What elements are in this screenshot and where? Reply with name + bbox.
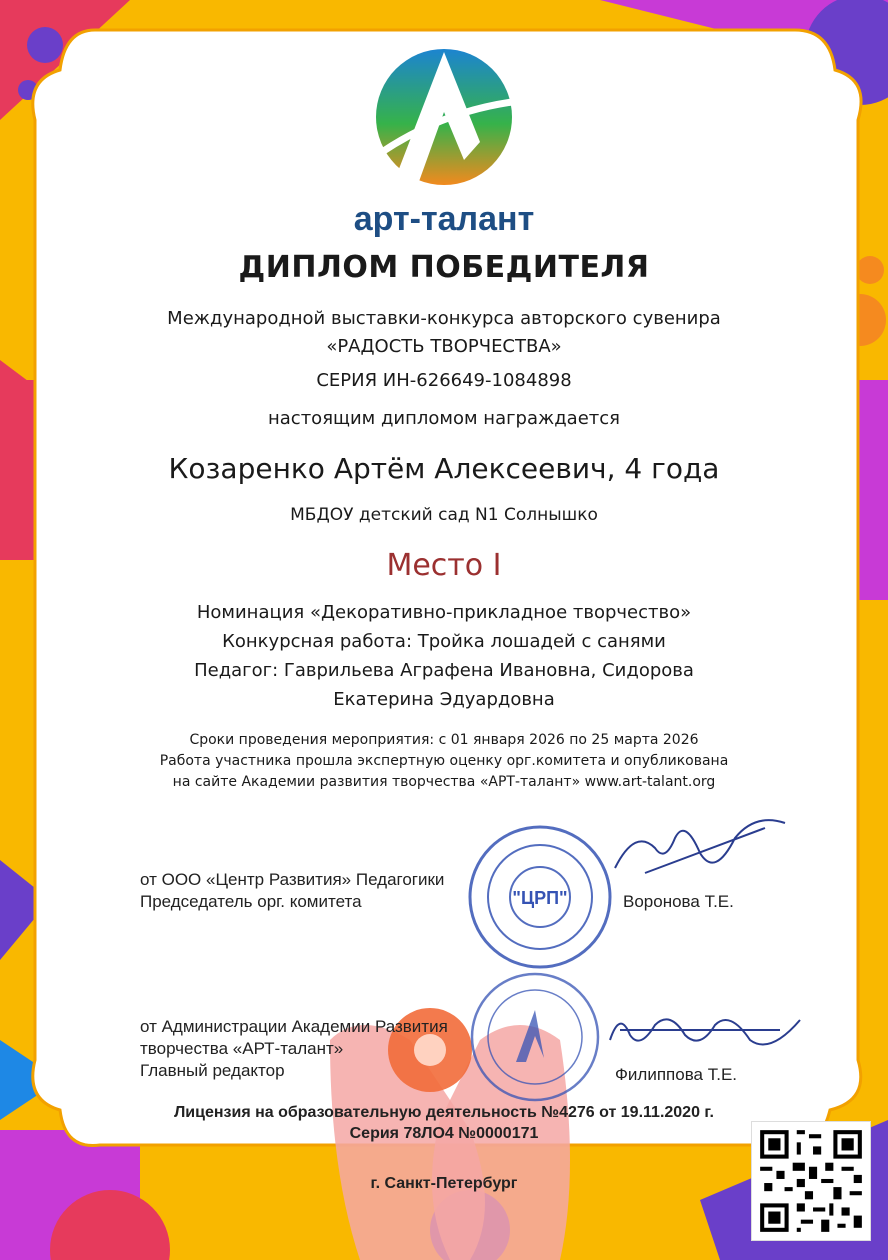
place-award: Место I bbox=[386, 548, 502, 583]
signatory-2-org: от Администрации Академии Развития bbox=[140, 1017, 448, 1036]
signatory-1-org: от ООО «Центр Развития» Педагогики bbox=[140, 870, 445, 889]
award-details bbox=[0, 598, 888, 714]
city: г. Санкт-Петербург bbox=[370, 1175, 518, 1192]
terms-line-3: на сайте Академии развития творчества «АРТ-талант» www.art-talant.org bbox=[172, 774, 716, 790]
event-terms bbox=[0, 730, 888, 793]
academy-stamp-icon bbox=[468, 970, 603, 1105]
signatory-1-name: Воронова Т.Е. bbox=[623, 892, 734, 911]
qr-code-graphic bbox=[752, 1122, 870, 1240]
license-line-1: Лицензия на образовательную деятельность №4276 от 19.11.2020 г. bbox=[174, 1104, 714, 1121]
brand-name: арт-талант bbox=[353, 200, 535, 238]
art-talant-logo-icon bbox=[372, 42, 517, 192]
terms-line-2: Работа участника прошла экспертную оценку орг.комитета и опубликована bbox=[159, 753, 729, 769]
recipient-name: Козаренко Артём Алексеевич, 4 года bbox=[168, 452, 720, 485]
qr-code-icon[interactable] bbox=[752, 1122, 870, 1240]
signatory-1-role: Председатель орг. комитета bbox=[140, 892, 362, 911]
teacher-line-1: Педагог: Гаврильева Аграфена Ивановна, Сидорова bbox=[194, 660, 694, 681]
contest-subtitle-line-1: Международной выставки-конкурса авторского сувенира bbox=[167, 308, 721, 329]
crp-stamp-icon bbox=[465, 822, 615, 972]
signatory-1-position bbox=[140, 869, 444, 913]
signatory-2-name: Филиппова Т.Е. bbox=[615, 1065, 738, 1084]
signatory-2-position bbox=[140, 1016, 448, 1082]
contest-subtitle-line-2: «РАДОСТЬ ТВОРЧЕСТВА» bbox=[326, 336, 562, 357]
nomination: Номинация «Декоративно-прикладное творчество» bbox=[196, 602, 692, 623]
contest-work: Конкурсная работа: Тройка лошадей с санями bbox=[222, 631, 666, 652]
signatory-2-org-2: творчества «АРТ-талант» bbox=[140, 1039, 344, 1058]
license-line-2: Серия 78ЛО4 №0000171 bbox=[349, 1125, 539, 1142]
recipient-organization: МБДОУ детский сад N1 Солнышко bbox=[290, 505, 598, 525]
series-number: СЕРИЯ ИН-626649-1084898 bbox=[316, 370, 572, 391]
signature-1-icon bbox=[605, 808, 795, 888]
diploma-title: ДИПЛОМ ПОБЕДИТЕЛЯ bbox=[238, 250, 650, 285]
contest-subtitle bbox=[0, 305, 888, 361]
stamp-center-text: "ЦРП" bbox=[512, 888, 568, 908]
signature-2-icon bbox=[600, 1000, 810, 1070]
terms-line-1: Сроки проведения мероприятия: с 01 января 2026 по 25 марта 2026 bbox=[189, 732, 699, 748]
signatory-2-role: Главный редактор bbox=[140, 1061, 285, 1080]
awarded-text: настоящим дипломом награждается bbox=[268, 408, 620, 429]
teacher-line-2: Екатерина Эдуардовна bbox=[333, 689, 555, 710]
